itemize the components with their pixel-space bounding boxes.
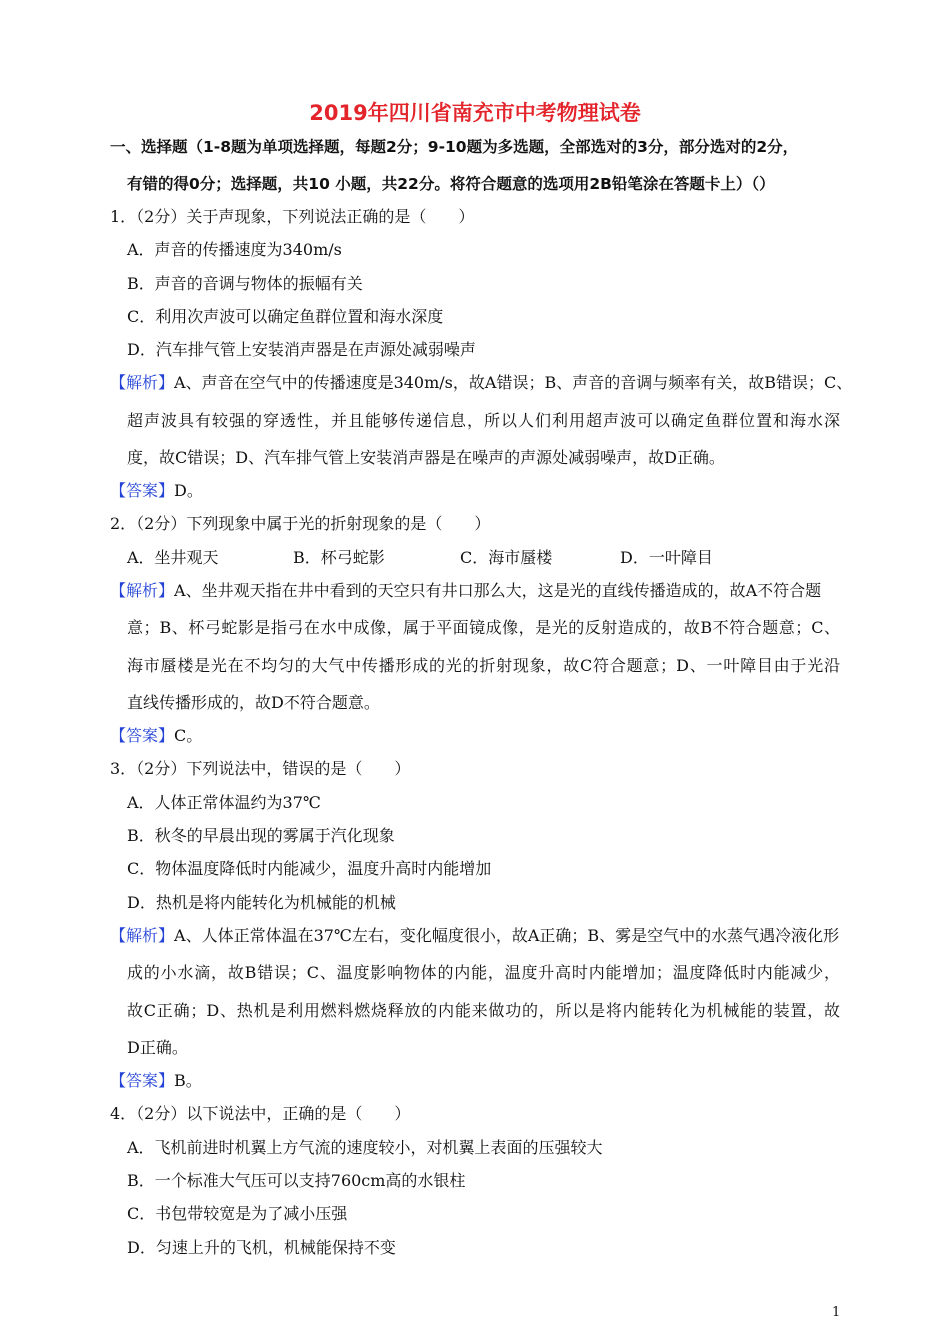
analysis-line: 故C正确；D、热机是利用燃料燃烧释放的内能来做功的，所以是将内能转化为机械能的装置，故 — [127, 1001, 840, 1020]
section-header-line-2: 有错的得0分；选择题，共10 小题，共22分。将符合题意的选项用2B铅笔涂在答题卡上）（） — [127, 175, 775, 193]
answer-label: 【答案】 — [110, 481, 175, 500]
page-title: 2019年四川省南充市中考物理试卷 — [309, 101, 641, 125]
answer-label: 【答案】 — [110, 726, 175, 745]
analysis-line: 度，故C错误；D、汽车排气管上安装消声器是在噪声的声源处减弱噪声，故D正确。 — [127, 448, 725, 467]
question-option: C．海市蜃楼 — [460, 548, 553, 567]
analysis-line: 超声波具有较强的穿透性，并且能够传递信息，所以人们利用超声波可以确定鱼群位置和海水深 — [127, 411, 840, 430]
question-option: A．飞机前进时机翼上方气流的速度较小，对机翼上表面的压强较大 — [127, 1138, 603, 1157]
question-option: B．杯弓蛇影 — [293, 548, 385, 567]
analysis-line: 成的小水滴，故B错误；C、温度影响物体的内能，温度升高时内能增加；温度降低时内能减少， — [127, 963, 840, 982]
answer-label: 【答案】 — [110, 1071, 175, 1090]
analysis-label: 【解析】 — [110, 581, 175, 600]
question-stem: 3．（2分）下列说法中，错误的是（ ） — [110, 759, 411, 778]
analysis-text: A、声音在空气中的传播速度是340m/s，故A错误；B、声音的音调与频率有关，故B错误；C、 — [174, 373, 853, 392]
analysis-line — [110, 926, 839, 946]
question-option: C．书包带较宽是为了减小压强 — [127, 1204, 348, 1223]
analysis-text: A、人体正常体温在37℃左右，变化幅度很小，故A正确；B、雾是空气中的水蒸气遇冷液化形 — [174, 926, 840, 945]
answer-value: C。 — [174, 726, 203, 745]
question-option: C．物体温度降低时内能减少，温度升高时内能增加 — [127, 859, 492, 878]
answer-line — [110, 481, 203, 501]
analysis-line: 直线传播形成的，故D不符合题意。 — [127, 693, 380, 712]
section-header-line-1: 一、选择题（1-8题为单项选择题，每题2分；9-10题为多选题，全部选对的3分，部分选对的2分， — [110, 138, 799, 156]
question-option: D．一叶障目 — [620, 548, 713, 567]
question-option: C．利用次声波可以确定鱼群位置和海水深度 — [127, 307, 444, 326]
analysis-label: 【解析】 — [110, 373, 175, 392]
analysis-line: D正确。 — [127, 1038, 188, 1057]
question-option: D．匀速上升的飞机，机械能保持不变 — [127, 1238, 396, 1257]
analysis-line — [110, 581, 821, 601]
analysis-label: 【解析】 — [110, 926, 175, 945]
question-stem: 2．（2分）下列现象中属于光的折射现象的是（ ） — [110, 514, 491, 533]
analysis-line — [110, 373, 852, 393]
question-option: A．坐井观天 — [127, 548, 219, 567]
question-option: B．声音的音调与物体的振幅有关 — [127, 274, 363, 293]
question-option: A．声音的传播速度为340m/s — [127, 240, 342, 259]
analysis-line: 意；B、杯弓蛇影是指弓在水中成像，属于平面镜成像，是光的反射造成的，故B不符合题意；C、 — [127, 618, 840, 637]
page-number: 1 — [832, 1305, 841, 1320]
question-option: B．秋冬的早晨出现的雾属于汽化现象 — [127, 826, 395, 845]
answer-line — [110, 726, 202, 746]
answer-value: B。 — [174, 1071, 202, 1090]
question-option: D．汽车排气管上安装消声器是在声源处减弱噪声 — [127, 340, 476, 359]
analysis-line: 海市蜃楼是光在不均匀的大气中传播形成的光的折射现象，故C符合题意；D、一叶障目由于光沿 — [127, 656, 840, 675]
analysis-text: A、坐井观天指在井中看到的天空只有井口那么大，这是光的直线传播造成的，故A不符合题 — [174, 581, 822, 600]
answer-value: D。 — [174, 481, 203, 500]
question-option: B．一个标准大气压可以支持760cm高的水银柱 — [127, 1171, 466, 1190]
question-stem: 4．（2分）以下说法中，正确的是（ ） — [110, 1104, 411, 1123]
question-stem: 1．（2分）关于声现象，下列说法正确的是（ ） — [110, 207, 475, 226]
question-option: A．人体正常体温约为37℃ — [127, 793, 321, 812]
question-option: D．热机是将内能转化为机械能的机械 — [127, 893, 396, 912]
answer-line — [110, 1071, 202, 1091]
